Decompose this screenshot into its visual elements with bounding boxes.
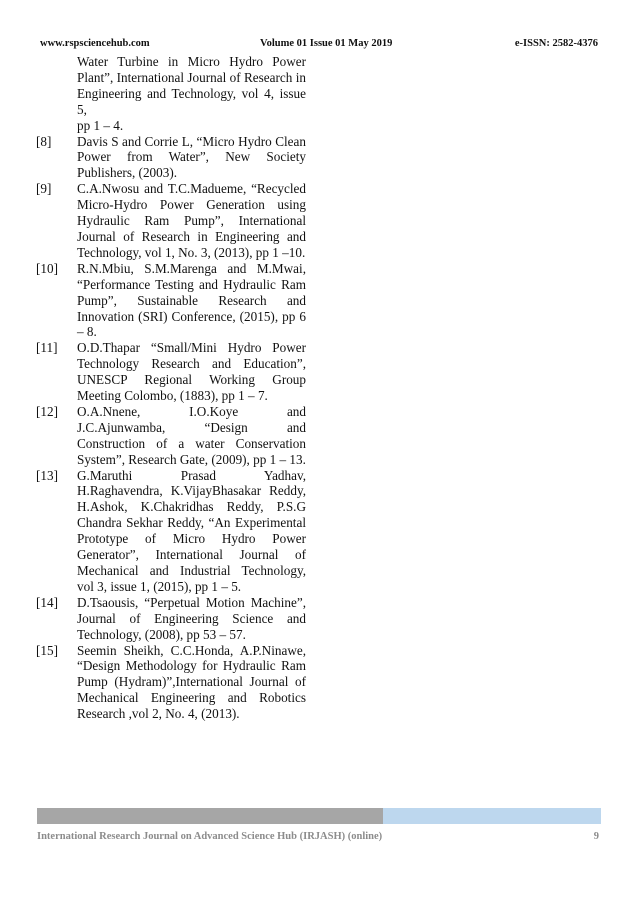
reference-line: C.A.Nwosu and T.C.Madueme, “Recycled [77, 181, 306, 197]
footer-bar-grey [37, 808, 383, 824]
reference-text [77, 643, 306, 723]
reference-line: Generator”, International Journal of [77, 547, 306, 563]
reference-text [77, 595, 306, 643]
reference-line: Construction of a water Conservation [77, 435, 306, 451]
reference-line: System”, Research Gate, (2009), pp 1 – 13. [77, 451, 306, 467]
footer-journal-name: International Research Journal on Advanced Science Hub (IRJASH) (online) [37, 831, 383, 842]
reference-line: UNESCP Regional Working Group [77, 372, 306, 388]
reference-number: [12] [36, 403, 58, 419]
reference-item [36, 261, 306, 341]
reference-line: O.D.Thapar “Small/Mini Hydro Power [77, 340, 306, 356]
reference-text [77, 340, 306, 404]
footer-bar-blue [383, 808, 601, 824]
reference-line: H.Raghavendra, K.VijayBhasakar Reddy, [77, 483, 306, 499]
reference-line: J.C.Ajunwamba, “Design and [77, 419, 306, 435]
footer-bar [37, 808, 601, 824]
reference-text [77, 181, 306, 261]
reference-text [77, 134, 306, 182]
reference-number: [9] [36, 181, 52, 197]
reference-line: “Performance Testing and Hydraulic Ram [77, 276, 306, 292]
reference-item [36, 404, 306, 468]
reference-line: O.A.Nnene, I.O.Koye and [77, 403, 306, 419]
reference-item [36, 181, 306, 261]
reference-line: vol 3, issue 1, (2015), pp 1 – 5. [77, 578, 242, 594]
reference-list [36, 54, 306, 722]
reference-line: G.Maruthi Prasad Yadhav, [77, 467, 306, 483]
reference-line: Technology, vol 1, No. 3, (2013), pp 1 –10. [77, 244, 306, 260]
reference-line: Micro-Hydro Power Generation using [77, 197, 306, 213]
reference-line: Innovation (SRI) Conference, (2015), pp 6 [77, 308, 306, 324]
reference-continuation [36, 54, 306, 134]
reference-line: Research ,vol 2, No. 4, (2013). [77, 706, 240, 722]
reference-line: Mechanical and Industrial Technology, [77, 563, 306, 578]
reference-text [77, 261, 306, 341]
reference-line: D.Tsaousis, “Perpetual Motion Machine”, [77, 594, 306, 610]
reference-item [36, 134, 306, 182]
reference-line: Seemin Sheikh, C.C.Honda, A.P.Ninawe, [77, 642, 306, 658]
page-number: 9 [593, 831, 599, 842]
reference-line: H.Ashok, K.Chakridhas Reddy, P.S.G [77, 499, 306, 515]
reference-line: Journal of Research in Engineering and [77, 228, 306, 244]
reference-item [36, 643, 306, 723]
reference-line: Meeting Colombo, (1883), pp 1 – 7. [77, 388, 268, 404]
reference-item [36, 595, 306, 643]
reference-line: R.N.Mbiu, S.M.Marenga and M.Mwai, [77, 260, 306, 276]
reference-number: [14] [36, 594, 58, 610]
reference-line: – 8. [77, 324, 97, 340]
header-website: www.rspsciencehub.com [40, 38, 150, 49]
reference-text [77, 54, 306, 134]
reference-number: [15] [36, 642, 58, 658]
reference-line: Chandra Sekhar Reddy, “An Experimental [77, 515, 306, 531]
reference-number: [10] [36, 260, 58, 276]
reference-number: [8] [36, 133, 52, 149]
reference-text [77, 468, 306, 595]
reference-line: Publishers, (2003). [77, 165, 178, 181]
reference-item [36, 468, 306, 595]
header-issue: Volume 01 Issue 01 May 2019 [260, 38, 393, 49]
reference-line: “Design Methodology for Hydraulic Ram [77, 658, 306, 674]
reference-line: Pump (Hydram)”,International Journal of [77, 674, 306, 690]
reference-text [77, 404, 306, 468]
page-header [40, 38, 598, 52]
header-issn: e-ISSN: 2582-4376 [514, 38, 598, 49]
reference-line: Davis S and Corrie L, “Micro Hydro Clean [77, 133, 306, 149]
reference-line: pp 1 – 4. [77, 117, 124, 133]
reference-line: Prototype of Micro Hydro Power [77, 531, 306, 547]
reference-item [36, 340, 306, 404]
reference-line: Mechanical Engineering and Robotics [77, 690, 306, 706]
reference-line: Engineering and Technology, vol 4, issue 5, [77, 85, 306, 117]
reference-line: Technology, (2008), pp 53 – 57. [77, 626, 246, 642]
reference-line: Journal of Engineering Science and [77, 610, 306, 626]
reference-line: Hydraulic Ram Pump”, International [77, 213, 306, 229]
reference-line: Technology Research and Education”, [77, 356, 306, 372]
reference-line: Water Turbine in Micro Hydro Power [77, 54, 306, 69]
reference-line: Pump”, Sustainable Research and [77, 292, 306, 308]
reference-number: [13] [36, 467, 58, 483]
reference-line: Power from Water”, New Society [77, 149, 306, 165]
reference-items [36, 134, 306, 723]
reference-line: Plant”, International Journal of Research in [77, 69, 306, 85]
reference-number: [11] [36, 340, 58, 356]
